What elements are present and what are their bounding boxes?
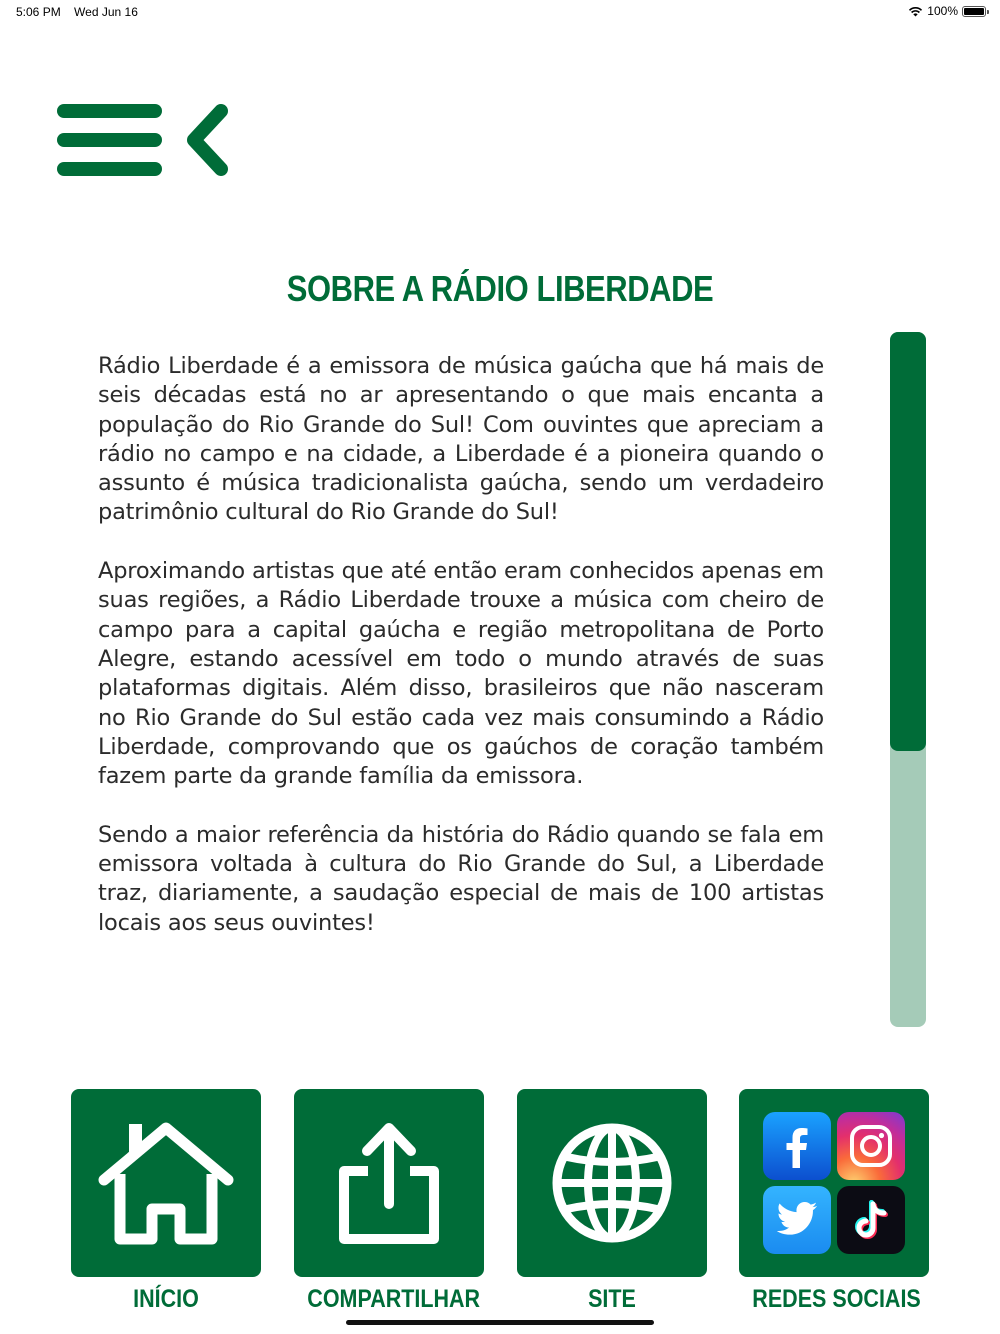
nav-inicio-tile[interactable]: [71, 1089, 261, 1277]
share-icon: [334, 1118, 444, 1248]
nav-site-label: SITE: [588, 1285, 636, 1313]
hamburger-back-icon: [56, 102, 232, 180]
nav-compartilhar[interactable]: [294, 1089, 484, 1314]
social-icons-grid: [763, 1112, 905, 1254]
about-paragraph-2: Aproximando artistas que até então eram conhecidos apenas em suas regiões, a Rádio Liberdade trouxe a música com cheiro de campo para a capital gaúcha e região metropolitana de Porto Alegre, estando acessível em todo o mundo através de suas plataformas digitais. Além disso, brasileiros que não nasceram no Rio Grande do Sul estão cada vez mais consumindo a Rádio Liberdade, comprovando que os gaúchos de coração também fazem parte da grande família da emissora.: [98, 558, 824, 790]
status-date: Wed Jun 16: [74, 5, 138, 19]
nav-site-tile[interactable]: [517, 1089, 707, 1277]
nav-site[interactable]: [517, 1089, 707, 1314]
bottom-nav: [0, 1089, 1000, 1319]
about-text: [98, 352, 824, 1028]
nav-compartilhar-tile[interactable]: [294, 1089, 484, 1277]
battery-icon: [962, 6, 986, 17]
nav-compartilhar-label: COMPARTILHAR: [307, 1285, 481, 1313]
battery-percent: 100%: [927, 4, 958, 18]
status-time: 5:06 PM: [16, 5, 61, 19]
wifi-icon: [908, 6, 923, 17]
home-icon: [96, 1118, 236, 1248]
nav-inicio[interactable]: [71, 1089, 261, 1314]
nav-redes-sociais[interactable]: [739, 1089, 929, 1314]
menu-toggle-button[interactable]: [56, 102, 232, 180]
nav-inicio-label: INÍCIO: [133, 1285, 199, 1313]
facebook-icon[interactable]: [763, 1112, 831, 1180]
scrollbar-thumb[interactable]: [890, 332, 926, 751]
tiktok-icon[interactable]: [837, 1186, 905, 1254]
twitter-icon[interactable]: [763, 1186, 831, 1254]
nav-redes-sociais-label: REDES SOCIAIS: [752, 1285, 921, 1313]
instagram-icon[interactable]: [837, 1112, 905, 1180]
status-bar: [0, 0, 1000, 26]
home-indicator[interactable]: [346, 1320, 654, 1325]
scrollbar-track[interactable]: [890, 332, 926, 1027]
about-paragraph-1: Rádio Liberdade é a emissora de música gaúcha que há mais de seis décadas está no ar apresentando o que mais encanta a população do Rio Grande do Sul! Com ouvintes que apreciam a rádio no campo e na cidade, a Liberdade é a pioneira quando o assunto é música tradicionalista gaúcha, sendo um verdadeiro patrimônio cultural do Rio Grande do Sul!: [98, 353, 824, 526]
nav-redes-sociais-tile[interactable]: [739, 1089, 929, 1277]
globe-icon: [550, 1121, 674, 1245]
page-title: SOBRE A RÁDIO LIBERDADE: [286, 268, 714, 309]
about-paragraph-3: Sendo a maior referência da história do Rádio quando se fala em emissora voltada à cultura do Rio Grande do Sul, a Liberdade traz, diariamente, a saudação especial de mais de 100 artistas locais aos seus ouvintes!: [98, 821, 824, 936]
